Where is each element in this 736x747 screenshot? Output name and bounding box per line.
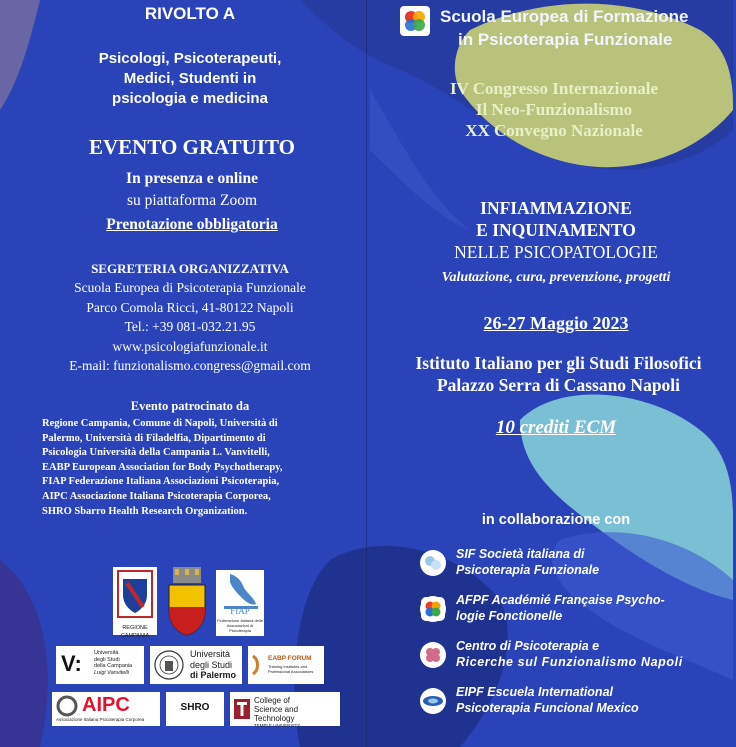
ecm-credits: 10 crediti ECM: [495, 417, 617, 438]
fiap-sub: Federazione Italiana delle Associazioni di Psicoterapia: [217, 618, 263, 633]
fiap-label: FIAP: [230, 606, 250, 616]
patrocinio-line: Regione Campania, Comune di Napoli, Università di: [42, 418, 278, 429]
org-sif-text: SIF Società italiana di Psicoterapia Funzionale: [456, 547, 600, 577]
audience-line: Medici, Studenti in: [123, 70, 257, 87]
regione-shield-icon: [113, 567, 157, 623]
title-line: NELLE PSICOPATOLOGIE: [454, 242, 658, 262]
eipf-logo-icon: [420, 688, 446, 714]
eabp-sub: Training Institutes and Professional Associations: [268, 664, 314, 674]
audience-list: [40, 49, 340, 109]
temple-logo: [230, 692, 340, 726]
eabp-logo: [248, 646, 324, 684]
audience-line: Psicologi, Psicoterapeuti,: [98, 50, 282, 67]
audience-line: psicologia e medicina: [112, 90, 268, 107]
patrocinio-line: EABP European Association for Body Psychotherapy,: [42, 461, 283, 473]
vanvitelli-mark: V:: [61, 651, 82, 676]
evento-gratuito: EVENTO GRATUITO: [89, 135, 295, 159]
shro-label: SHRO: [180, 702, 210, 713]
org-eipf-text: EIPF Escuela International Psicoterapia Funcional Mexico: [456, 685, 639, 715]
patrocinio-line: AIPC Associazione Italiana Psicoterapia Corporea,: [42, 490, 271, 502]
afpf-logo-icon: [420, 596, 446, 622]
org-eipf: [420, 684, 732, 722]
school-name: Scuola Europea di Formazione in Psicoterapia Funzionale: [440, 7, 689, 49]
aipc-swirl-icon: [56, 695, 78, 717]
rivolto-heading: RIVOLTO A: [144, 4, 236, 23]
napoli-crest-icon: [165, 567, 209, 635]
centro-logo-icon: [420, 642, 446, 668]
segreteria-website[interactable]: www.psicologiafunzionale.it: [112, 338, 268, 354]
eabp-label: EABP FORUM: [268, 655, 312, 662]
congress-line: Il Neo-Funzionalismo: [475, 100, 633, 119]
patrocinio-list: [42, 417, 362, 519]
patrocinio-title: Evento patrocinato da: [130, 399, 250, 413]
palermo-text: Università degli Studi di Palermo: [190, 649, 237, 680]
congress-line: IV Congresso Internazionale: [449, 79, 659, 98]
segreteria-title: SEGRETERIA ORGANIZZATIVA: [91, 261, 289, 276]
presenza-line: In presenza e online: [126, 170, 258, 187]
school-logo-icon: [400, 6, 430, 36]
org-afpf-text: AFPF Académié Française Psycho- logie Fonctionelle: [456, 593, 665, 623]
aipc-label: AIPC: [82, 694, 130, 716]
venue-line: Istituto Italiano per gli Studi Filosofici: [415, 353, 702, 373]
event-subtitle: Valutazione, cura, prevenzione, progetti: [441, 270, 671, 285]
congress-block: [398, 78, 710, 141]
regione-campania-logo: [113, 567, 157, 639]
temple-text: College of Science and Technology TEMPLE UNIVERSITY: [254, 696, 301, 728]
segreteria-email[interactable]: E-mail: funzionalismo.congress@gmail.com: [69, 358, 311, 373]
prenotazione-line: Prenotazione obbligatoria: [106, 216, 278, 233]
vanvitelli-logo: [56, 646, 144, 684]
segreteria-line: Scuola Europea di Psicoterapia Funzionale: [74, 280, 306, 295]
org-afpf: [420, 592, 732, 630]
vanvitelli-text: Università degli Studi della Campania Luigi Vanvitelli: [94, 650, 133, 676]
segreteria-block: [30, 260, 350, 376]
fiap-logo: [216, 570, 264, 636]
aipc-logo: [52, 692, 160, 726]
sif-logo-icon: [420, 550, 446, 576]
palermo-logo: [150, 646, 242, 684]
congress-line: XX Convegno Nazionale: [465, 121, 643, 140]
org-centro-text: Centro di Psicoterapia e Ricerche sul Funzionalismo Napoli: [456, 639, 683, 669]
segreteria-line: Parco Comola Ricci, 41-80122 Napoli: [86, 299, 294, 315]
fold-line: [366, 0, 367, 747]
aipc-sub: Associazione Italiana Psicoterapia Corporea: [56, 717, 145, 722]
event-title: [404, 197, 708, 263]
event-venue: [386, 352, 731, 396]
shro-logo: [166, 692, 224, 726]
comune-napoli-logo: [165, 567, 209, 635]
patrocinio-line: SHRO Sbarro Health Research Organization.: [42, 505, 248, 517]
org-sif: [420, 546, 732, 584]
segreteria-phone: Tel.: +39 081-032.21.95: [124, 319, 256, 334]
title-line: E INQUINAMENTO: [476, 220, 636, 240]
patrocinio-line: Psicologia Università della Campania L. Vanvitelli,: [42, 447, 270, 459]
piattaforma-line: su piattaforma Zoom: [127, 192, 257, 209]
patrocinio-line: Palermo, Università di Filadelfia, Dipartimento di: [42, 432, 266, 444]
palermo-seal-icon: [153, 649, 185, 681]
temple-t-icon: [234, 699, 250, 719]
collaboration-heading: in collaborazione con: [481, 512, 631, 528]
org-centro: [420, 638, 732, 676]
venue-line: Palazzo Serra di Cassano Napoli: [436, 375, 681, 395]
patrocinio-line: FIAP Federazione Italiana Associazioni Psicoterapia,: [42, 476, 280, 488]
event-date: 26-27 Maggio 2023: [483, 313, 629, 333]
eabp-wave-icon: [251, 652, 267, 678]
title-line: INFIAMMAZIONE: [480, 198, 632, 218]
regione-label: REGIONE CAMPANIA: [120, 625, 150, 639]
